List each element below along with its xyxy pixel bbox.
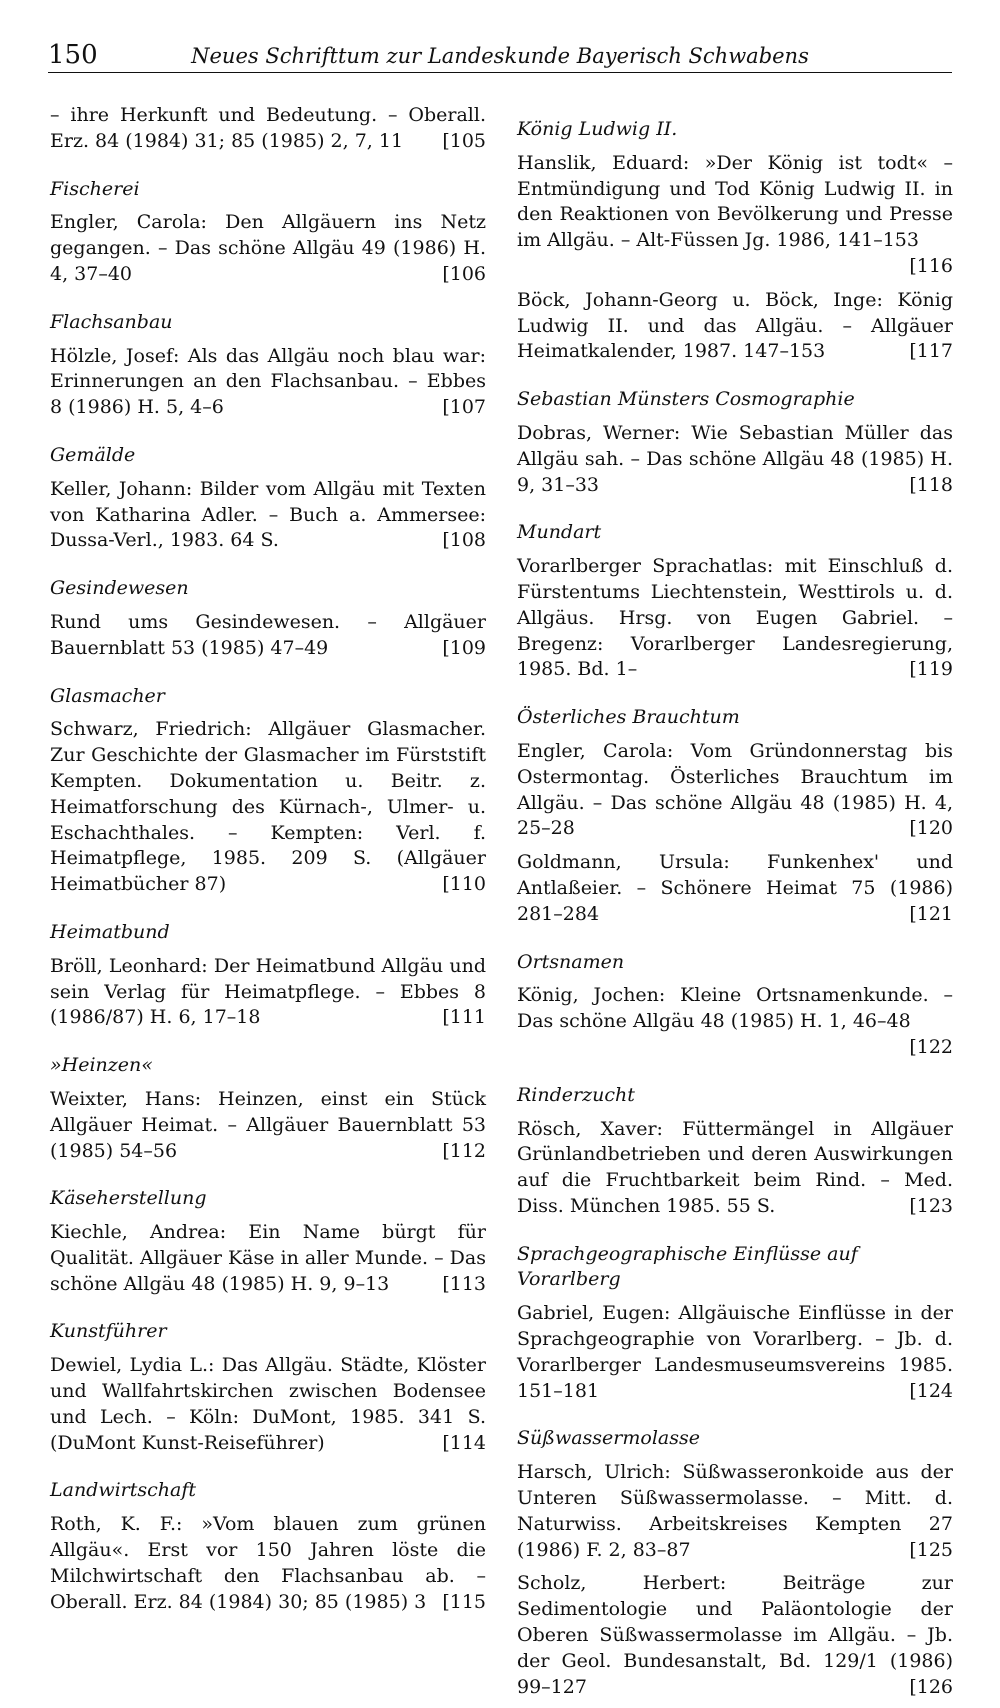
entry-number: [119 (909, 658, 953, 681)
bibliography-entry (50, 1220, 486, 1297)
section-heading: Flachsanbau (50, 310, 173, 333)
bibliography-entry (50, 717, 486, 898)
entry-text: – ihre Herkunft und Bedeutung. – Oberall. Erz. 84 (1984) 31; 85 (1985) 2, 7, 11 (50, 104, 486, 152)
page-number: 150 (48, 40, 98, 70)
entry-number: [122 (909, 1035, 953, 1058)
bibliography-entry (517, 288, 953, 365)
left-column (50, 103, 486, 1623)
entry-gap (517, 1563, 953, 1571)
section-heading: »Heinzen« (50, 1054, 153, 1077)
entry-gap (50, 421, 486, 429)
entry-number: [109 (442, 636, 486, 659)
bibliography-entry (517, 554, 953, 683)
section-heading: Gesindewesen (50, 577, 189, 600)
section-heading: Sebastian Münsters Cosmographie (517, 388, 855, 411)
entry-number: [125 (909, 1538, 953, 1561)
entry-gap (50, 1615, 486, 1623)
entry-gap (50, 1456, 486, 1464)
entry-gap (517, 683, 953, 691)
entry-gap (517, 365, 953, 373)
bibliography-entry (50, 954, 486, 1031)
entry-text: Dewiel, Lydia L.: Das Allgäu. Städte, Klöster und Wallfahrtskirchen zwischen Bodensee und Lech. – Köln: DuMont, 1985. 341 S. (DuMont Kunst-Reiseführer) (50, 1354, 486, 1454)
section-heading: Gemälde (50, 443, 136, 466)
entry-gap (517, 1061, 953, 1069)
section-heading: Käseherstellung (50, 1187, 207, 1210)
bibliography-entry (50, 477, 486, 554)
entry-text: Roth, K. F.: »Vom blauen zum grünen Allgäu«. Erst vor 150 Jahren löste die Milchwirtschaft den Flachsanbau ab. – Oberall. Erz. 84 (1984) 30; 85 (1985) 3 (50, 1513, 486, 1613)
entry-number: [105 (442, 129, 486, 152)
bibliography-entry (50, 1512, 486, 1615)
entry-gap (517, 1700, 953, 1708)
section-heading: Rinderzucht (517, 1083, 635, 1106)
bibliography-entry (50, 1353, 486, 1456)
entry-text: Rösch, Xaver: Füttermängel in Allgäuer Grünlandbetrieben und deren Auswirkungen auf die Fruchtbarkeit beim Rind. – Med. Diss. München 1985. 55 S. (517, 1117, 953, 1217)
entry-gap (517, 1220, 953, 1228)
entry-gap (50, 554, 486, 562)
section-heading: Sprachgeographische Einflüsse auf Vorarlberg (517, 1242, 858, 1291)
entry-text: Hölzle, Josef: Als das Allgäu noch blau war: Erinnerungen an den Flachsanbau. – Ebbes 8 (1986) H. 5, 4–6 (50, 344, 486, 419)
entry-number: [108 (442, 529, 486, 552)
bibliography-entry (50, 344, 486, 421)
section-heading: Heimatbund (50, 920, 170, 943)
entry-text: Engler, Carola: Den Allgäuern ins Netz gegangen. – Das schöne Allgäu 49 (1986) H. 4, 37–40 (50, 211, 486, 285)
entry-number: [120 (909, 817, 953, 840)
bibliography-entry (517, 739, 953, 842)
bibliography-entry (517, 1117, 953, 1220)
entry-text: Hanslik, Eduard: »Der König ist todt« – Entmündigung und Tod König Ludwig II. in den Reaktionen von Bevölkerung und Presse im Allgäu. – Alt-Füssen Jg. 1986, 141–153 (517, 151, 953, 252)
entry-gap (517, 928, 953, 936)
section-heading: Österliches Brauchtum (517, 706, 740, 729)
entry-gap (517, 842, 953, 850)
entry-text: König, Jochen: Kleine Ortsnamenkunde. – Das schöne Allgäu 48 (1985) H. 1, 46–48 (517, 984, 953, 1033)
entry-text: Weixter, Hans: Heinzen, einst ein Stück Allgäuer Heimat. – Allgäuer Bauernblatt 53 (1985) 54–56 (50, 1087, 486, 1162)
section-heading: Mundart (517, 521, 602, 544)
entry-text: Keller, Johann: Bilder vom Allgäu mit Texten von Katharina Adler. – Buch a. Ammersee: Dussa-Verl., 1983. 64 S. (50, 477, 486, 552)
section-heading: Landwirtschaft (50, 1479, 197, 1502)
entry-number: [118 (909, 473, 953, 496)
entry-number: [113 (442, 1272, 486, 1295)
header-rule (48, 72, 952, 73)
entry-text: Engler, Carola: Vom Gründonnerstag bis Ostermontag. Österliches Brauchtum im Allgäu. – Das schöne Allgäu 48 (1985) H. 4, 25–28 (517, 739, 953, 840)
entry-gap (50, 155, 486, 163)
bibliography-entry (50, 103, 486, 155)
entry-gap (50, 1031, 486, 1039)
section-heading: Süßwassermolasse (517, 1427, 700, 1450)
entry-text: Dobras, Werner: Wie Sebastian Müller das Allgäu sah. – Das schöne Allgäu 48 (1985) H. 9, 31–33 (517, 421, 953, 496)
entry-number: [107 (442, 396, 486, 419)
right-column (517, 103, 953, 1708)
entry-number: [106 (442, 262, 486, 285)
entry-text: Vorarlberger Sprachatlas: mit Einschluß d. Fürstentums Liechtenstein, Westtirols u. d. Allgäus. Hrsg. von Eugen Gabriel. – Bregenz: Vorarlberger Landesregierung, 1985. Bd. 1– (517, 555, 953, 681)
entry-text: Scholz, Herbert: Beiträge zur Sedimentologie und Paläontologie der Oberen Süßwassermolasse im Allgäu. – Jb. der Geol. Bundesanstalt, Bd. 129/1 (1986) 99–127 (517, 1572, 953, 1698)
entry-number: [114 (442, 1431, 486, 1454)
entry-text: Kiechle, Andrea: Ein Name bürgt für Qualität. Allgäuer Käse in aller Munde. – Das schöne Allgäu 48 (1985) H. 9, 9–13 (50, 1221, 486, 1295)
entry-gap (50, 662, 486, 670)
bibliography-entry (50, 610, 486, 662)
entry-number: [126 (909, 1675, 953, 1698)
bibliography-entry (517, 1460, 953, 1563)
page-header (48, 34, 952, 74)
entry-number: [121 (909, 902, 953, 925)
entry-gap (517, 280, 953, 288)
entry-text: Gabriel, Eugen: Allgäuische Einflüsse in der Sprachgeographie von Vorarlberg. – Jb. d. Vorarlberger Landesmuseumsvereins 1985. 151–181 (517, 1302, 953, 1402)
entry-gap (50, 898, 486, 906)
bibliography-entry (50, 1087, 486, 1164)
entry-text: Rund ums Gesindewesen. – Allgäuer Bauernblatt 53 (1985) 47–49 (50, 610, 486, 659)
entry-gap (50, 1297, 486, 1305)
section-heading: Ortsnamen (517, 950, 625, 973)
bibliography-entry (517, 151, 953, 280)
entry-text: Bröll, Leonhard: Der Heimatbund Allgäu und sein Verlag für Heimatpflege. – Ebbes 8 (1986/87) H. 6, 17–18 (50, 954, 486, 1029)
bibliography-entry (517, 983, 953, 1060)
entry-number: [110 (442, 873, 486, 896)
entry-gap (50, 1164, 486, 1172)
entry-gap (517, 1404, 953, 1412)
entry-number: [115 (442, 1590, 486, 1613)
section-heading: Fischerei (50, 177, 140, 200)
entry-text: Harsch, Ulrich: Süßwasseronkoide aus der Unteren Süßwassermolasse. – Mitt. d. Naturwiss. Arbeitskreises Kempten 27 (1986) F. 2, 83–87 (517, 1461, 953, 1561)
section-heading: Kunstführer (50, 1320, 167, 1343)
entry-gap (50, 288, 486, 296)
section-heading: Glasmacher (50, 684, 165, 707)
entry-number: [123 (909, 1194, 953, 1217)
entry-number: [117 (909, 340, 953, 363)
bibliography-entry (517, 1301, 953, 1404)
bibliography-entry (517, 1571, 953, 1700)
entry-text: Schwarz, Friedrich: Allgäuer Glasmacher. Zur Geschichte der Glasmacher im Fürststift Kempten. Dokumentation u. Beitr. z. Heimatforschung des Kürnach-, Ulmer- u. Eschachthales. – Kempten: Verl. f. Heimatpflege, 1985. 209 S. (Allgäuer Heimatbücher 87) (50, 718, 486, 896)
entry-text: Böck, Johann-Georg u. Böck, Inge: König Ludwig II. und das Allgäu. – Allgäuer Heimatkalender, 1987. 147–153 (517, 288, 953, 363)
bibliography-entry (517, 421, 953, 498)
entry-number: [111 (442, 1006, 486, 1029)
section-heading: König Ludwig II. (517, 118, 678, 140)
entry-number: [112 (442, 1139, 486, 1162)
bibliography-entry (50, 210, 486, 287)
entry-number: [124 (909, 1379, 953, 1402)
entry-gap (517, 498, 953, 506)
running-title: Neues Schrifttum zur Landeskunde Bayerisch Schwabens (191, 44, 809, 68)
entry-number: [116 (909, 254, 953, 277)
entry-text: Goldmann, Ursula: Funkenhex' und Antlaßeier. – Schönere Heimat 75 (1986) 281–284 (517, 851, 953, 925)
bibliography-entry (517, 850, 953, 927)
